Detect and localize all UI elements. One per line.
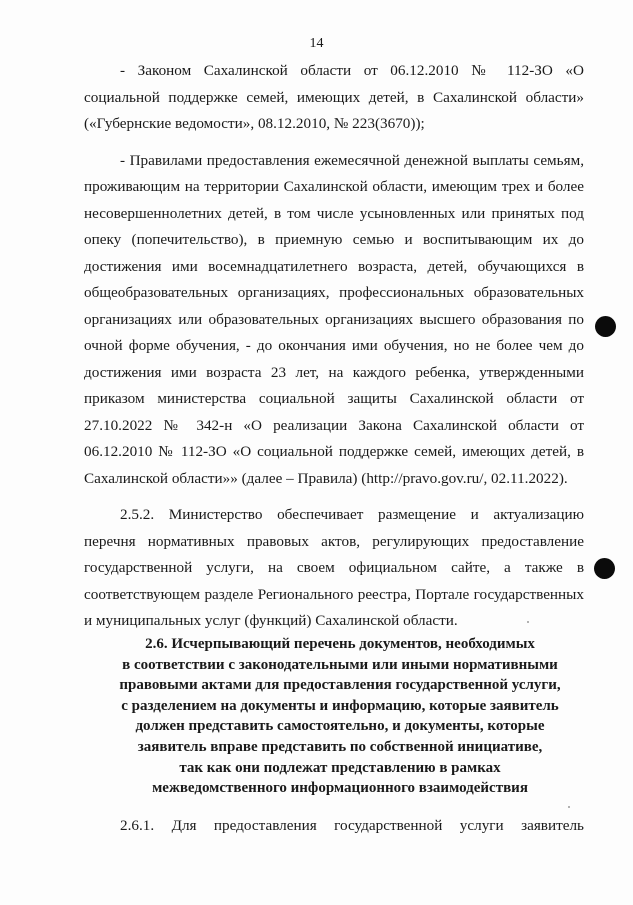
word: предоставления — [213, 817, 317, 834]
word: 2.6.1. — [120, 817, 155, 834]
binder-punch-hole — [595, 316, 616, 337]
page-number: 14 — [309, 36, 324, 51]
word: государственной — [334, 817, 443, 834]
heading-line: межведомственного информационного взаимодействия — [152, 780, 528, 797]
paragraph-2-5-2: 2.5.2. Министерство обеспечивает размещение и актуализацию перечня нормативных правовых актов, регулирующих предоставление государственной услуги, на своем официальном сайте, а также в соответствующем разделе Регионального реестра, Портале государственных и муниципальных услуг (функций) Сахалинской области. — [84, 506, 584, 629]
binder-punch-hole — [594, 558, 615, 579]
heading-line: заявитель вправе представить по собственной инициативе, — [137, 738, 543, 755]
heading-line: с разделением на документы и информацию, которые заявитель — [121, 697, 559, 714]
heading-line: правовыми актами для предоставления государственной услуги, — [119, 677, 561, 694]
scan-speck — [527, 621, 529, 623]
heading-line: 2.6. Исчерпывающий перечень документов, необходимых — [145, 636, 535, 652]
heading-line: в соответствии с законодательными или иными нормативными — [122, 656, 558, 673]
paragraph-law-reference: - Законом Сахалинской области от 06.12.2010 № 112-ЗО «О социальной поддержке семей, имеющих детей, в Сахалинской области» («Губернские ведомости», 08.12.2010, № 223(3670)); — [84, 62, 584, 132]
heading-line: должен представить самостоятельно, и документы, которые — [135, 718, 545, 735]
section-heading-2-6 — [90, 634, 590, 799]
heading-line: так как они подлежат представлению в рамках — [179, 759, 501, 776]
paragraph-2-6-1-start — [120, 817, 584, 835]
word: услуги — [459, 817, 504, 834]
word: заявитель — [521, 817, 584, 834]
scan-speck — [568, 806, 570, 808]
paragraph-rules-reference: - Правилами предоставления ежемесячной денежной выплаты семьям, проживающим на территории Сахалинской области, имеющим трех и более несовершеннолетних детей, в том числе усыновленных или принятых под опеку (попечительство), в приемную семью и воспитывающим их до достижения ими восемнадцатилетнего возраста, детей, обучающихся в общеобразовательных организациях, профессиональных образовательных организациях или образовательных организациях высшего образования по очной форме обучения, - до окончания ими обучения, но не более чем до достижения ими возраста 23 лет, на каждого ребенка, утвержденными приказом министерства социальной защиты Сахалинской области от 27.10.2022 № 342-н «О реализации Закона Сахалинской области от 06.12.2010 № 112-ЗО «О социальной поддержке семей, имеющих детей, в Сахалинской области»» (далее – Правила) (http://pravo.gov.ru/, 02.11.2022). — [84, 151, 584, 487]
word: Для — [171, 817, 197, 834]
body-text — [84, 58, 584, 635]
